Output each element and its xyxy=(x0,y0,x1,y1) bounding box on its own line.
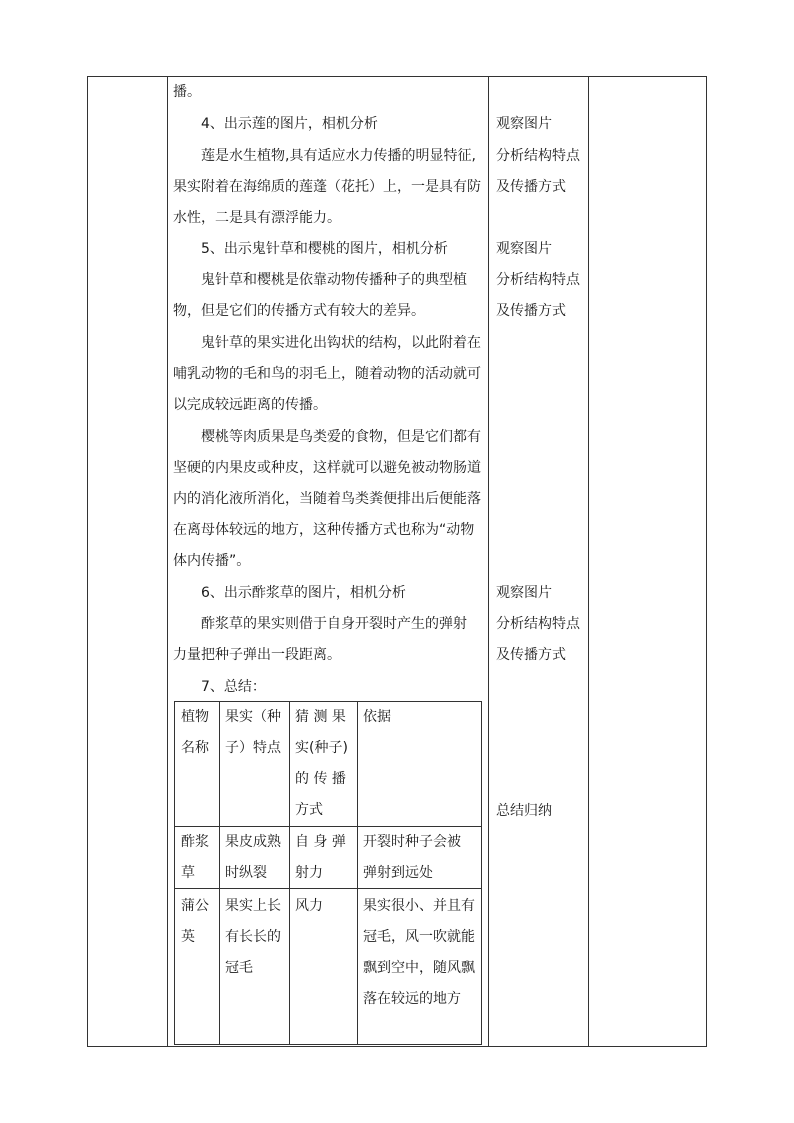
cell-line: 蒲公 xyxy=(181,898,209,914)
cell-line: 冠毛，风一吹就能 xyxy=(363,929,475,945)
cell-line: 英 xyxy=(181,929,195,945)
table-divider-1 xyxy=(167,76,168,1047)
cell-line: 射力 xyxy=(295,865,323,881)
student-task: 及传播方式 xyxy=(496,647,566,663)
cell-line: 冠毛 xyxy=(225,960,253,976)
cell-line: 时纵裂 xyxy=(225,865,267,881)
header-dispersal-guess xyxy=(295,702,348,826)
text-line: 坚硬的内果皮或种皮，这样就可以避免被动物肠道 xyxy=(173,460,481,476)
text-line: 以完成较远距离的传播。 xyxy=(173,397,327,413)
text-line: 物，但是它们的传播方式有较大的差异。 xyxy=(173,303,425,319)
text-line: 酢浆草的果实则借于自身开裂时产生的弹射 xyxy=(201,616,467,632)
cell-line: 开裂时种子会被 xyxy=(363,834,461,850)
row-dandelion-basis xyxy=(363,891,475,1015)
cell-line: 子）特点 xyxy=(225,740,281,756)
row-dandelion-method xyxy=(295,891,323,922)
text-line: 体内传播”。 xyxy=(173,553,251,569)
student-task: 及传播方式 xyxy=(496,179,566,195)
step-heading: 4、出示莲的图片，相机分析 xyxy=(201,116,378,132)
cell-line: 弹射到远处 xyxy=(363,865,433,881)
table-top-border xyxy=(87,76,707,77)
cell-line: 名称 xyxy=(181,740,209,756)
cell-line: 植物 xyxy=(181,709,209,725)
step-heading: 7、总结： xyxy=(201,679,266,695)
text-line: 莲是水生植物,具有适应水力传播的明显特征, xyxy=(201,148,476,164)
cell-line: 果皮成熟 xyxy=(225,834,281,850)
table-border-right xyxy=(706,76,707,1047)
cell-line: 依据 xyxy=(363,709,391,725)
summary-col-divider xyxy=(219,702,220,1044)
text-line: 力量把种子弹出一段距离。 xyxy=(173,647,341,663)
table-divider-3 xyxy=(588,76,589,1047)
table-bottom-border xyxy=(87,1046,707,1047)
cell-line: 酢浆 xyxy=(181,834,209,850)
step-heading: 5、出示鬼针草和樱桃的图片，相机分析 xyxy=(201,241,448,257)
cell-line: 果实（种 xyxy=(225,709,281,725)
text-line: 内的消化液所消化，当随着鸟类粪便排出后便能落 xyxy=(173,491,481,507)
text-line: 鬼针草的果实进化出钩状的结构，以此附着在 xyxy=(201,335,481,351)
cell-line: 草 xyxy=(181,865,195,881)
student-task: 观察图片 xyxy=(496,116,552,132)
cell-line: 果实上长 xyxy=(225,898,281,914)
cell-line: 有长长的 xyxy=(225,929,281,945)
cell-line: 风力 xyxy=(295,898,323,914)
row-dandelion-name xyxy=(181,891,209,953)
student-task: 总结归纳 xyxy=(496,803,552,819)
summary-col-divider xyxy=(357,702,358,1044)
cell-line: 果实很小、并且有 xyxy=(363,898,475,914)
student-task: 观察图片 xyxy=(496,241,552,257)
text-line: 水性，二是具有漂浮能力。 xyxy=(173,210,341,226)
text-line: 播。 xyxy=(173,84,201,100)
text-line: 在离母体较远的地方，这种传播方式也称为“动物 xyxy=(173,522,475,538)
header-fruit-feature xyxy=(225,702,281,764)
student-task: 分析结构特点 xyxy=(496,616,580,632)
row-oxalis-feature xyxy=(225,827,281,889)
header-basis xyxy=(363,702,391,733)
step-heading: 6、出示酢浆草的图片，相机分析 xyxy=(201,585,406,601)
cell-line: 自 身 弹 xyxy=(295,834,346,850)
cell-line: 的 传 播 xyxy=(295,771,346,787)
cell-line: 实(种子) xyxy=(295,740,348,756)
table-divider-2 xyxy=(488,76,489,1047)
student-task: 分析结构特点 xyxy=(496,272,580,288)
cell-line: 飘到空中，随风飘 xyxy=(363,960,475,976)
student-task: 及传播方式 xyxy=(496,303,566,319)
text-line: 哺乳动物的毛和鸟的羽毛上，随着动物的活动就可 xyxy=(173,366,481,382)
summary-table xyxy=(174,701,482,1045)
text-line: 果实附着在海绵质的莲蓬（花托）上，一是具有防 xyxy=(173,179,481,195)
cell-line: 方式 xyxy=(295,802,323,818)
table-border-left xyxy=(87,76,88,1047)
text-line: 樱桃等肉质果是鸟类爱的食物，但是它们都有 xyxy=(201,429,481,445)
summary-col-divider xyxy=(289,702,290,1044)
row-oxalis-name xyxy=(181,827,209,889)
row-oxalis-basis xyxy=(363,827,461,889)
header-plant-name xyxy=(181,702,209,764)
cell-line: 落在较远的地方 xyxy=(363,991,461,1007)
student-task: 分析结构特点 xyxy=(496,148,580,164)
row-dandelion-feature xyxy=(225,891,281,984)
text-line: 鬼针草和樱桃是依靠动物传播种子的典型植 xyxy=(201,272,467,288)
student-task: 观察图片 xyxy=(496,585,552,601)
cell-line: 猜 测 果 xyxy=(295,709,346,725)
row-oxalis-method xyxy=(295,827,346,889)
